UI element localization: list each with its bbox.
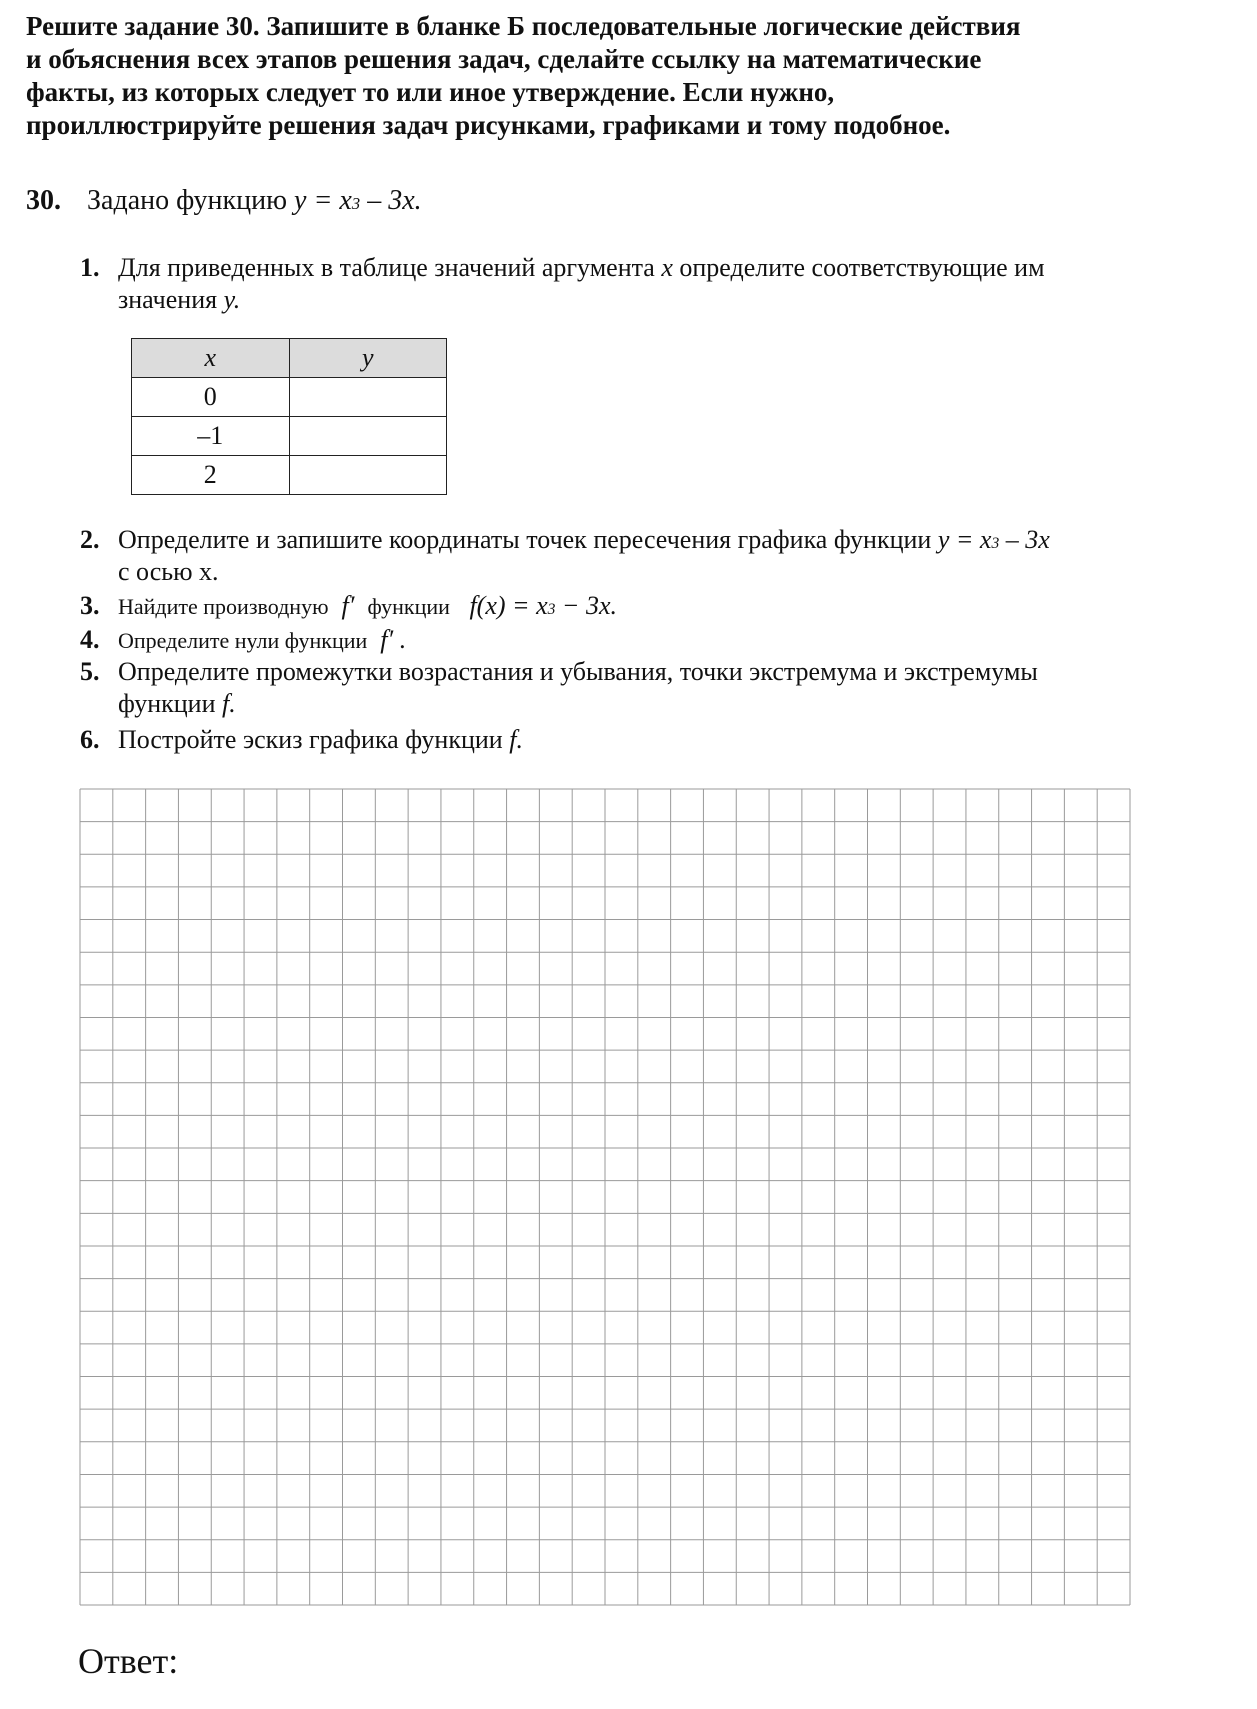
task-number: 4. [80,625,100,654]
task-item-1: 1. Для приведенных в таблице значений аргумента x определите соответствующие им значения y. [80,253,1045,314]
instructions-line: Решите задание 30. Запишите в бланке Б последовательные логические действия [26,11,1021,41]
task-item-2: 2. Определите и запишите координаты точек пересечения графика функции $y = x^3 - 3x$ с осью x. [80,525,1050,586]
instructions-block [26,10,1226,142]
task-number: 2. [80,525,100,554]
table-row [132,417,447,456]
instructions-line: факты, из которых следует то или иное утверждение. Если нужно, [26,77,835,107]
instructions-line: и объяснения всех этапов решения задач, сделайте ссылку на математические [26,44,982,74]
table-header-row [132,339,447,378]
task-number: 5. [80,657,100,686]
values-table [131,338,447,495]
table-row [132,378,447,417]
task-number: 1. [80,253,100,282]
instructions-line: проиллюстрируйте решения задач рисунками, графиками и тому подобное. [26,110,951,140]
cell-y[interactable] [289,417,447,456]
task-number: 3. [80,591,100,620]
problem-statement [26,185,422,217]
graph-paper-grid[interactable] [79,788,1131,1606]
task-item-4: 4. Определите нули функции f′ . [80,625,407,654]
problem-number: 30. [26,185,61,216]
header-x: x [132,339,290,378]
cell-y[interactable] [289,378,447,417]
header-y: y [289,339,447,378]
answer-label: Ответ: [78,1641,179,1681]
cell-x: –1 [132,417,290,456]
problem-formula: $y = x^3 - 3x$. [294,185,422,216]
task-number: 6. [80,725,100,754]
cell-x: 2 [132,456,290,495]
task-item-3: 3. Найдите производную f′ функции $f(x) = x^3 - 3x$. [80,591,617,620]
problem-text: Задано функцию [87,185,288,216]
cell-x: 0 [132,378,290,417]
cell-y[interactable] [289,456,447,495]
task-item-5: 5. Определите промежутки возрастания и убывания, точки экстремума и экстремумы функции f. [80,657,1038,718]
table-row [132,456,447,495]
task-item-6: 6. Постройте эскиз графика функции f. [80,725,523,754]
